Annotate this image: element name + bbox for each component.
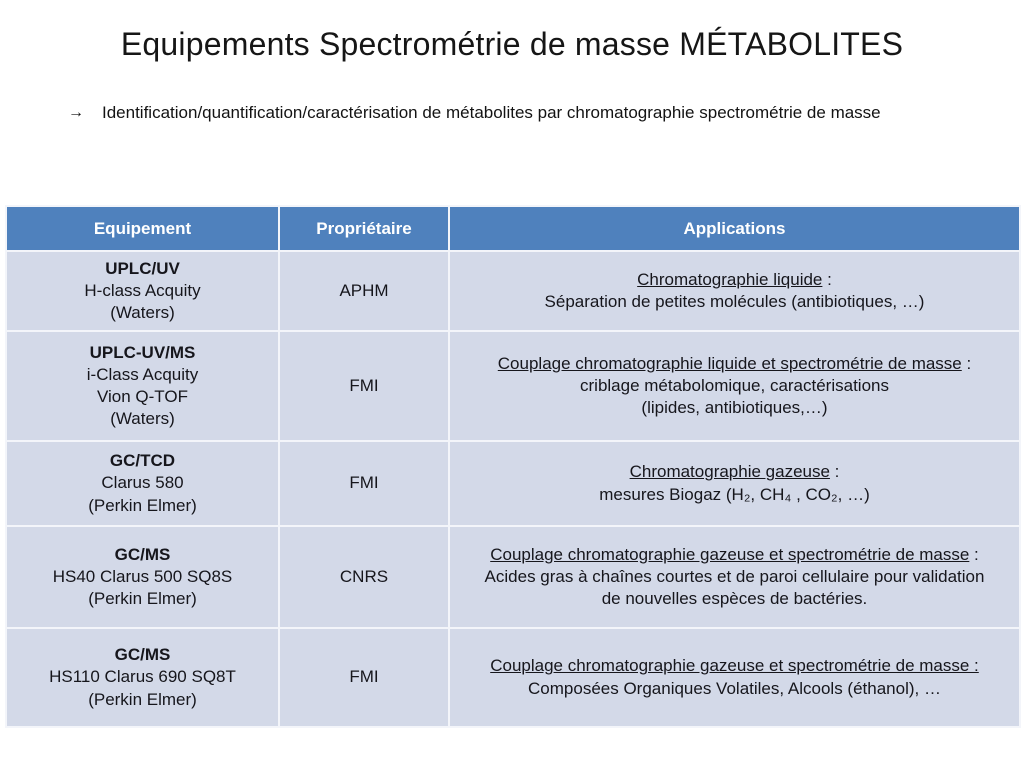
equipment-line: i-Class Acquity [86,364,199,384]
applications-cell [449,251,1020,331]
equipment-cell [6,526,279,628]
table-row [6,628,1020,727]
applications-cell [449,441,1020,526]
table-row [6,331,1020,441]
equipment-line: H-class Acquity [84,280,201,300]
equipment-line: Clarus 580 [101,473,184,493]
equipment-cell [6,628,279,727]
equipment-line: Vion Q-TOF [96,387,188,406]
application-line: Acides gras à chaînes courtes et de paroi cellulaire pour validation [484,566,985,586]
equipment-line: GC/TCD [109,451,176,471]
owner-cell: APHM [279,251,449,331]
owner-cell: FMI [279,628,449,727]
owner-cell: FMI [279,331,449,441]
header-cell-applications: Applications [449,206,1020,251]
table-row [6,251,1020,331]
equipment-line: UPLC-UV/MS [89,342,196,362]
owner-cell: FMI [279,441,449,526]
equipment-cell [6,441,279,526]
application-heading: Chromatographie gazeuse : [629,462,840,482]
equipment-line: (Perkin Elmer) [88,689,197,709]
application-heading: Chromatographie liquide : [637,269,832,289]
application-line: Séparation de petites molécules (antibiotiques, …) [544,292,925,311]
equipment-cell [6,251,279,331]
equipment-line: (Perkin Elmer) [88,495,197,515]
application-line: de nouvelles espèces de bactéries. [601,589,868,609]
application-line: Composées Organiques Volatiles, Alcools (éthanol), … [528,678,941,698]
table-header-row [6,206,1020,251]
bullet-line [68,103,1008,123]
equipment-line: (Waters) [110,303,175,323]
applications-cell [449,628,1020,727]
equipment-table [5,205,1021,728]
application-line: (lipides, antibiotiques,…) [641,398,828,418]
header-cell-proprietaire: Propriétaire [279,206,449,251]
header-cell-equipement: Equipement [6,206,279,251]
equipment-line: HS40 Clarus 500 SQ8S [52,566,233,586]
equipment-line: GC/MS [114,544,171,564]
applications-cell [449,331,1020,441]
table-row [6,526,1020,628]
applications-cell [449,526,1020,628]
equipment-cell [6,331,279,441]
application-line: criblage métabolomique, caractérisations [580,375,889,395]
equipment-line: (Perkin Elmer) [88,589,197,609]
page-title: Equipements Spectrométrie de masse MÉTABOLITES [120,26,904,62]
owner-cell: CNRS [279,526,449,628]
application-line: mesures Biogaz (H₂, CH₄ , CO₂, …) [599,484,870,504]
application-heading: Couplage chromatographie gazeuse et spectrométrie de masse : [490,656,979,676]
equipment-line: (Waters) [110,409,175,429]
equipment-line: UPLC/UV [105,258,180,278]
application-heading: Couplage chromatographie gazeuse et spectrométrie de masse : [490,544,979,564]
bullet-text: Identification/quantification/caractérisation de métabolites par chromatographie spectrométrie de masse [102,103,881,122]
arrow-right-icon: → [68,104,84,121]
table-row [6,441,1020,526]
equipment-line: GC/MS [114,645,171,665]
equipment-line: HS110 Clarus 690 SQ8T [49,667,236,687]
application-heading: Couplage chromatographie liquide et spectrométrie de masse : [497,353,972,373]
